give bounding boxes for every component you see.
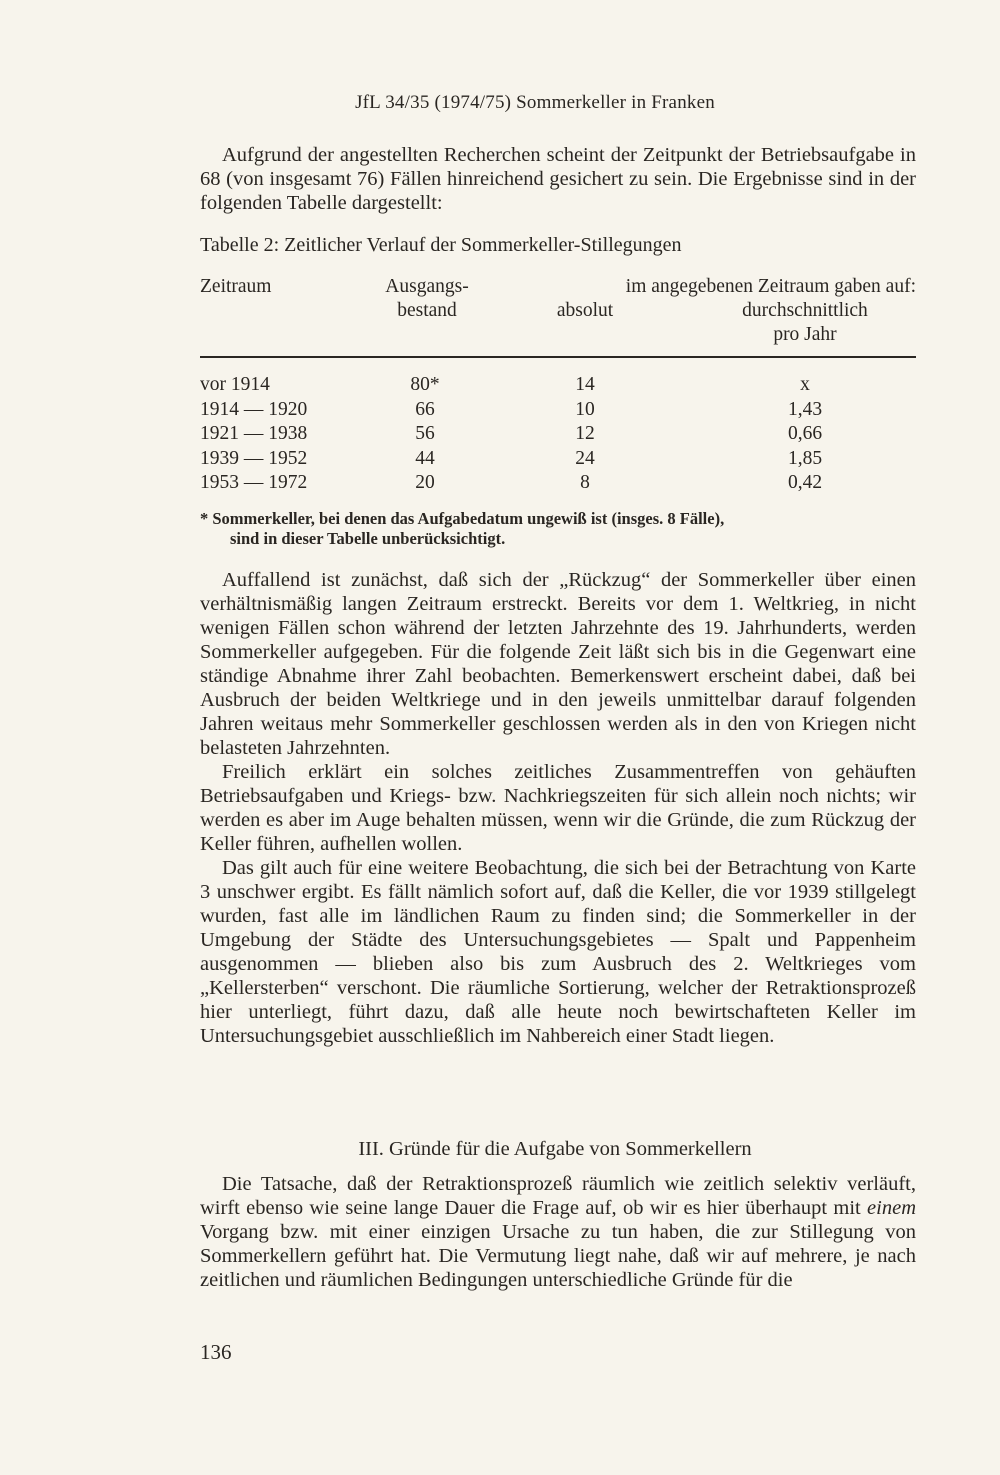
section-text-part2: Vorgang bzw. mit einer einzigen Ursache zu tun haben, die zur Stillegung von Sommerkellern geführt hat. Die Vermutung liegt nahe, daß wir auf mehrere, je nach zeitlichen und räumlichen Bedingungen unterschiedliche Gründe für die <box>200 1221 916 1291</box>
table-footnote <box>200 509 916 549</box>
footnote-line2: sind in dieser Tabelle unberücksichtigt. <box>230 529 506 548</box>
cell-average: 0,42 <box>787 472 823 493</box>
table-row <box>200 447 916 472</box>
header-group: im angegebenen Zeitraum gaben auf: <box>625 276 916 297</box>
table-row <box>200 398 916 423</box>
table-body <box>200 373 916 496</box>
cell-period: 1921 — 1938 <box>200 423 308 444</box>
cell-absolute: 24 <box>575 447 595 469</box>
header-absolute: absolut <box>556 300 614 321</box>
table-caption: Tabelle 2: Zeitlicher Verlauf der Sommerkeller-Stillegungen <box>200 234 682 256</box>
cell-period: 1953 — 1972 <box>200 472 308 493</box>
cell-period: vor 1914 <box>200 374 270 395</box>
cell-average: 1,43 <box>787 398 823 420</box>
cell-period: 1914 — 1920 <box>200 398 308 420</box>
cell-average: x <box>800 374 810 395</box>
cell-stock: 44 <box>415 447 435 469</box>
section-heading: III. Gründe für die Aufgabe von Sommerkellern <box>358 1138 752 1160</box>
cell-absolute: 12 <box>575 423 595 444</box>
paragraph: Freilich erklärt ein solches zeitliches Zusammentreffen von gehäuften Betriebsaufgaben und Kriegs- bzw. Nachkriegszeiten für sich allein noch nichts; wir werden es aber im Auge behalten müssen, wenn wir die Gründe, die zum Rückzug der Keller führen, aufhellen wollen. <box>200 761 916 855</box>
header-period: Zeitraum <box>200 276 272 297</box>
table-row <box>200 422 916 447</box>
section-paragraph <box>200 1172 916 1292</box>
intro-paragraph-block <box>200 143 916 215</box>
cell-absolute: 8 <box>580 472 590 493</box>
cell-period: 1939 — 1952 <box>200 447 308 469</box>
section-text-block <box>200 1172 916 1292</box>
cell-stock: 56 <box>415 423 435 444</box>
cell-stock: 66 <box>415 398 435 420</box>
table-rule <box>200 356 916 358</box>
emphasized-word: einem <box>867 1197 916 1219</box>
page-number: 136 <box>200 1340 232 1364</box>
body-text <box>200 568 916 1048</box>
cell-average: 0,66 <box>787 423 823 444</box>
cell-absolute: 14 <box>575 374 595 395</box>
section-text-part1: Die Tatsache, daß der Retraktionsprozeß räumlich wie zeitlich selektiv verläuft, wirft ebenso wie seine lange Dauer die Frage auf, ob wir es hier überhaupt mit <box>200 1173 916 1219</box>
cell-average: 1,85 <box>787 447 823 469</box>
header-stock-line2: bestand <box>397 300 457 321</box>
running-head: JfL 34/35 (1974/75) Sommerkeller in Franken <box>355 92 715 113</box>
footnote-line1: * Sommerkeller, bei denen das Aufgabedatum ungewiß ist (insges. 8 Fälle), <box>200 509 725 528</box>
paragraph: Das gilt auch für eine weitere Beobachtung, die sich bei der Betrachtung von Karte 3 unschwer ergibt. Es fällt nämlich sofort auf, daß die Keller, die vor 1939 stillgelegt wurden, fast alle im ländlichen Raum zu finden sind; die Sommerkeller in der Umgebung der Städte des Untersuchungsgebietes — Spalt und Pappenheim ausgenommen — blieben also bis zum Ausbruch des 2. Weltkrieges vom „Kellersterben“ verschont. Die räumliche Sortierung, welcher der Retraktionsprozeß hier unterliegt, führt dazu, daß alle heute noch bewirtschafteten Keller im Untersuchungsgebiet ausschließlich im Nahbereich einer Stadt liegen. <box>200 857 916 1047</box>
cell-stock: 80* <box>410 374 440 395</box>
header-average-line2: pro Jahr <box>773 324 837 345</box>
table-row <box>200 373 916 398</box>
header-average-line1: durchschnittlich <box>742 300 868 321</box>
header-stock-line1: Ausgangs- <box>385 276 469 297</box>
cell-stock: 20 <box>415 472 435 493</box>
table-header <box>200 273 916 357</box>
cell-absolute: 10 <box>575 398 595 420</box>
table-row <box>200 471 916 496</box>
intro-paragraph: Aufgrund der angestellten Recherchen scheint der Zeitpunkt der Betriebsaufgabe in 68 (von insgesamt 76) Fällen hinreichend gesichert zu sein. Die Ergebnisse sind in der folgenden Tabelle dargestellt: <box>200 144 916 214</box>
paragraph: Auffallend ist zunächst, daß sich der „Rückzug“ der Sommerkeller über einen verhältnismäßig langen Zeitraum erstreckt. Bereits vor dem 1. Weltkrieg, in nicht wenigen Fällen schon während der letzten Jahrzehnte des 19. Jahrhunderts, werden Sommerkeller aufgegeben. Für die folgende Zeit läßt sich bis in die Gegenwart eine ständige Abnahme ihrer Zahl beobachten. Bemerkenswert erscheint dabei, daß bei Ausbruch der beiden Weltkriege und in den jeweils unmittelbar darauf folgenden Jahren weitaus mehr Sommerkeller geschlossen werden als in den von Kriegen nicht belasteten Jahrzehnten. <box>200 569 916 759</box>
